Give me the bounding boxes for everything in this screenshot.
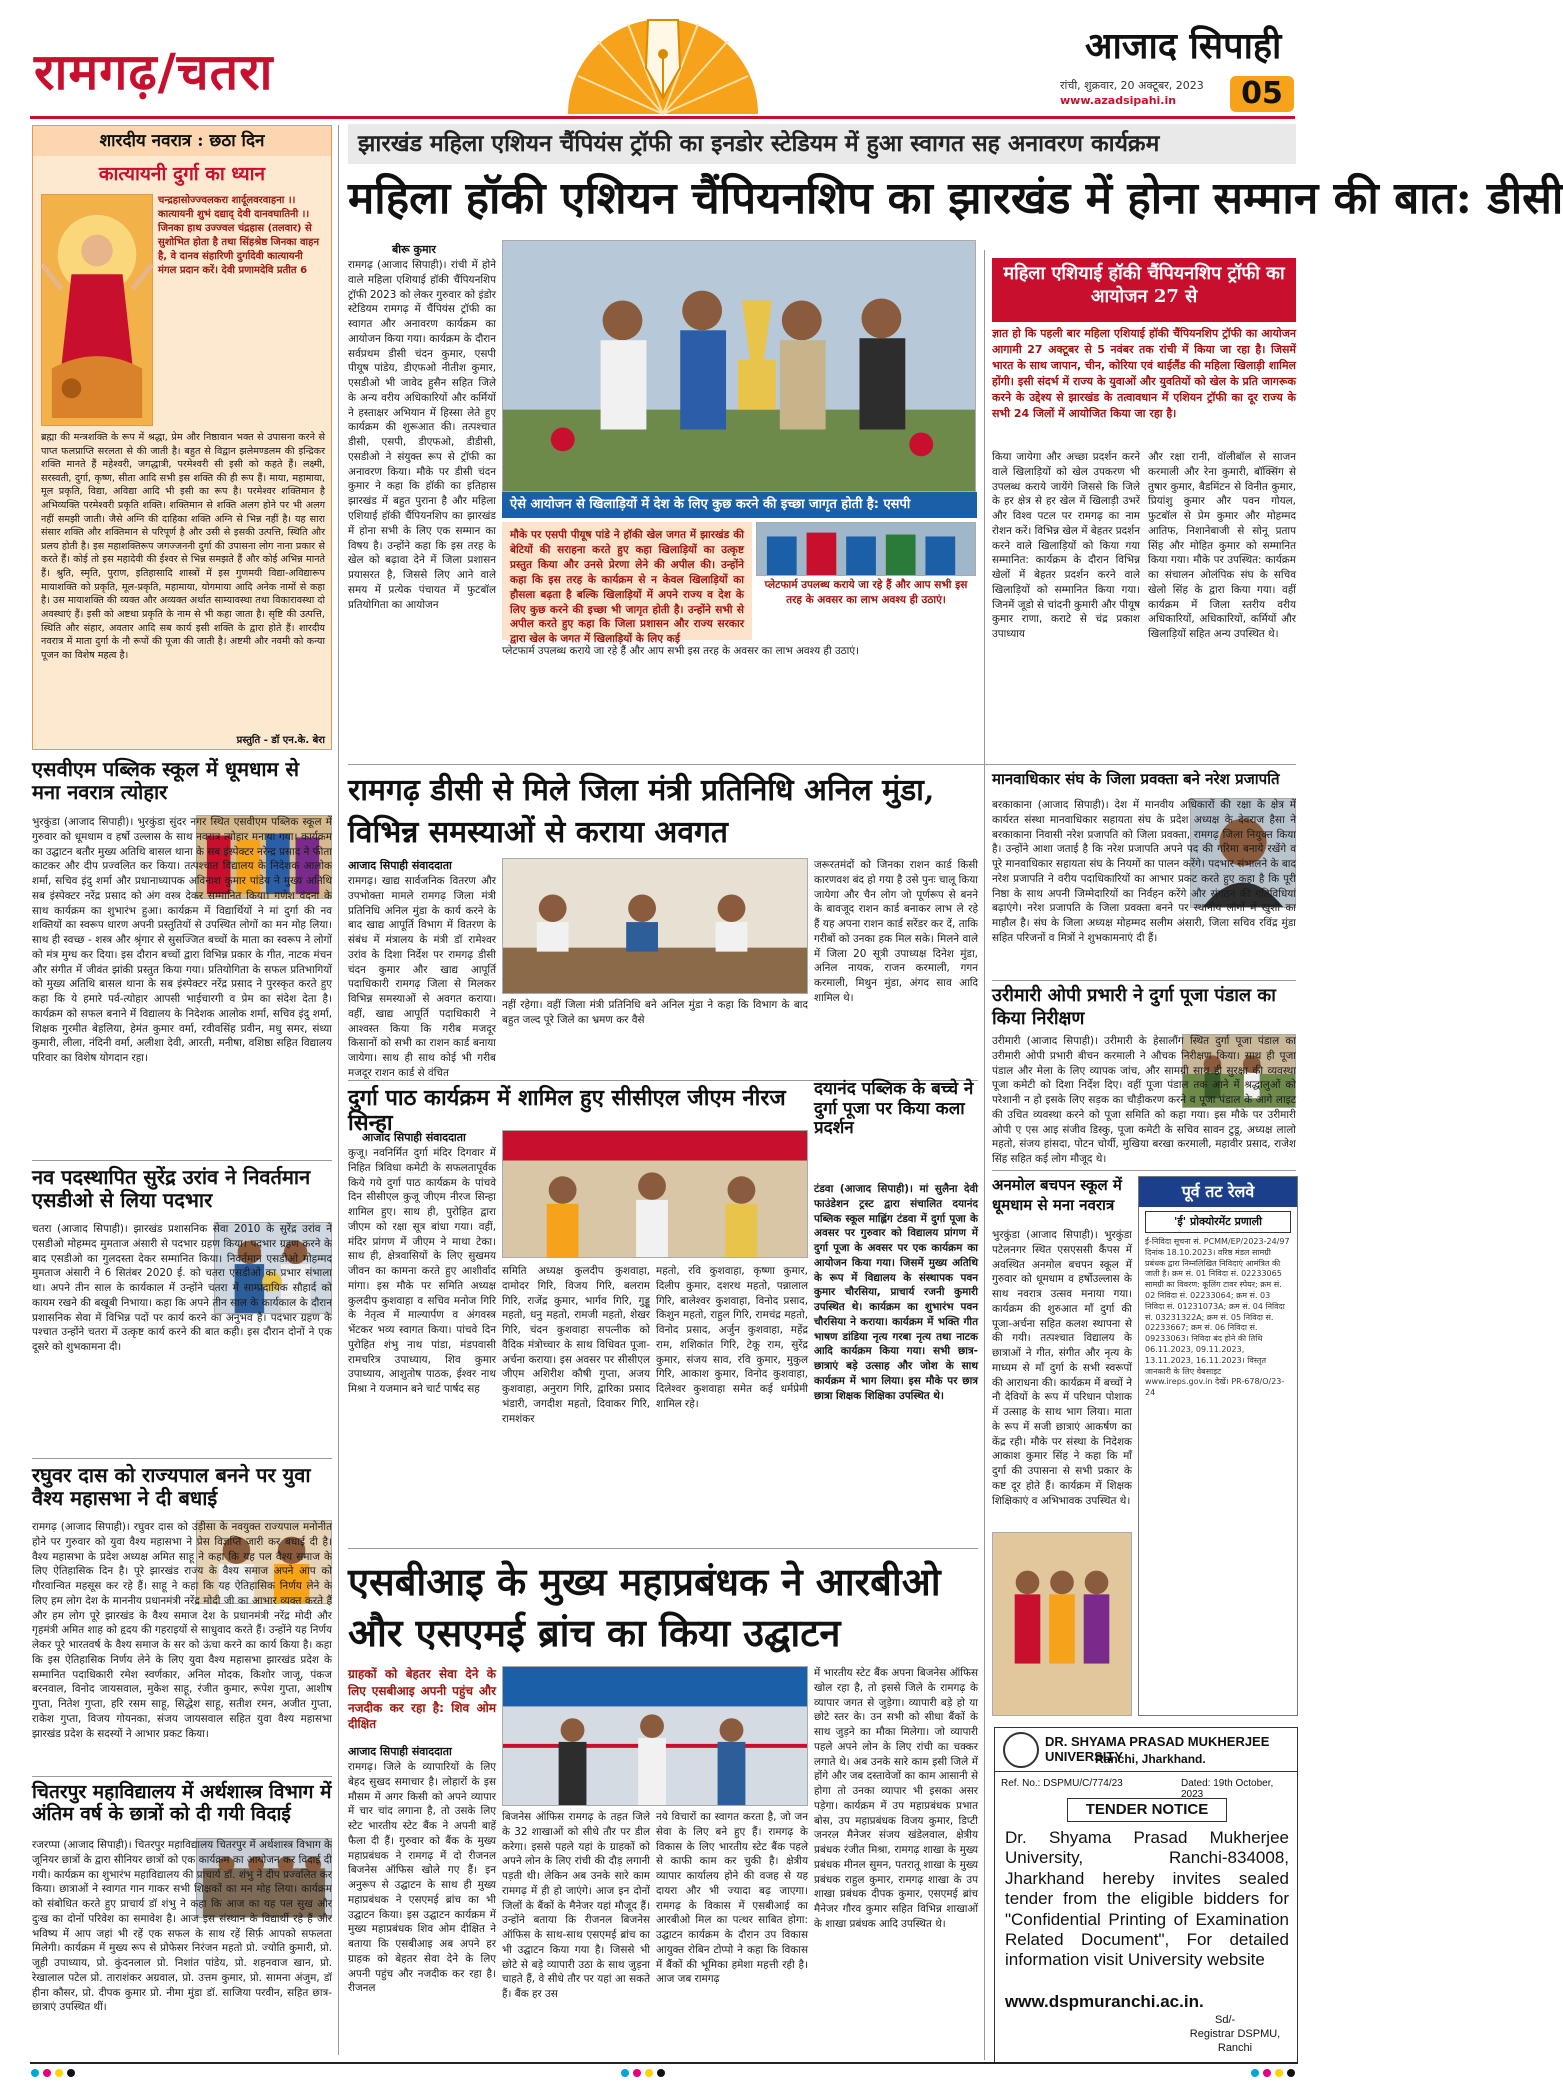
dc-meeting-photo [502,858,808,994]
sbi-body-1: रामगढ़। जिले के व्यापारियों के लिए बेहद सुखद समाचार है। लोहारों के इस मौसम में अगर किसी को अपने व्यापार में चार चांद लगाना है, तो उसके लिए स्टेट भारतीय स्टेट बैंक ने अपनी बाहें फैला दी हैं। गुरुवार को बैंक के मुख्य महाप्रबंधक ने रामगढ़ में दो रीजनल बिजनेस ऑफिस खोले गए हैं। इन अनुरूप से उद्घाटन के साथ ही मुख्य महाप्रबंधक ने एसएमई ब्रांच का भी उद्घाटन किया। इस उद्घाटन कार्यक्रम में मुख्य महाप्रबंधक शिव ओम दीक्षित ने बताया कि एसबीआइ अब अपने हर ग्राहक को बेहतर सेवा देने के लिए अपनी पहुंच और नजदीक कर रहा है। रीजनल [348,1761,496,1995]
naresh-body: बरकाकाना (आजाद सिपाही)। देश में मानवीय अधिकारों की रक्षा के क्षेत्र में कार्यरत संस्था मानवाधिकार सहायता संघ के प्रदेश अध्यक्ष के देवराज हैसा ने बरकाकाना निवासी नरेश प्रजापति को जिला प्रवक्ता, रामगढ़ जिला नियुक्त किया है। उन्होंने आशा जताई है कि नरेश प्रजापति अपने पद की गरिमा बनाये रखेंगे व पूरे मानवाधिकार सहायता संघ के नियमों का पालन करेंगे। पदभार संभालने के बाद नरेश प्रजापति ने वरीय पदाधिकारियों का आभार प्रकट करते हुए कहा है कि पूरी निष्ठा के साथ अपनी जिम्मेदारियों का निर्वहन करेंगे और संगठन की गतिविधियां बढ़ाएंगे। नरेश प्रजापति के जिला प्रवक्ता बनने पर स्थानीय लोगों में खुशी का माहौल है। संघ के जिला अध्यक्ष मोहम्मद सलीम अंसारी, जिला सचिव रविंद्र मुंडा सहित परिजनों व मित्रों ने शुभकामनाएं दी हैं। [992,799,1296,944]
tender-website-link[interactable]: www.dspmuranchi.ac.in. [1005,1992,1204,2011]
university-seal-icon [1003,1732,1039,1768]
railway-ad-subheading: 'ई' प्रोक्योरमेंट प्रणाली [1145,1211,1291,1233]
dspmu-tender-notice [994,1727,1298,2063]
lead-photo-caption: ऐसे आयोजन से खिलाड़ियों में देश के लिए कुछ करने की इच्छा जागृत होती है: एसपी [502,492,977,518]
navratri-heading: शारदीय नवरात्र : छठा दिन [33,126,331,156]
chitarpur-headline: चितरपुर महाविद्यालय में अर्थशास्त्र विभाग में अंतिम वर्ष के छात्रों को दी गयी विदाई [32,1781,332,1825]
raghubar-headline: रघुवर दास को राज्यपाल बनने पर युवा वैश्य महासभा ने दी बधाई [32,1463,311,1510]
tender-title: TENDER NOTICE [1067,1798,1227,1822]
tender-signature: Sd/- [1215,2014,1236,2026]
footer-rule [30,2062,1298,2064]
tender-date: Dated: 19th October, 2023 [1181,1778,1274,1800]
durga-body-1: कुजू। नवनिर्मित दुर्गा मंदिर दिगवार में निहित त्रिविधा कमेटी के सफलतापूर्वक किये गये दुर्गा पाठ कार्यक्रम के पांचवे दिन सीसीएल कुजू जीएम नीरज सिन्हा शामिल हुए। साथ ही, पुरोहित द्वारा जीएम को रक्षा सूत्र बांधा गया। वहीं, मंदिर प्रांगण में जीएम ने माथा टेका। साथ ही, क्षेत्रवासियों के लिए सुखमय जीवन का कामना करते हुए आशीर्वाद मांगा। इस मौके पर समिति अध्यक्ष कुलदीप कुशवाहा व सचिव मनोज गिरि के नेतृत्व में माल्यार्पण व अंगवस्त्र भेंटकर भव्य स्वागत किया। पांचवे दिन पुरोहित शंभु नाथ पांडा, मंडपवासी रामचरित्र उपाध्याय, शिव कुमार उपाध्याय, आशुतोष पाठक, ईश्वर नाथ मिश्रा ने यजमान बने चार्ट पार्षद सह [348,1147,496,1396]
registration-marks-icon [620,2068,720,2078]
dateline: रांची, शुक्रवार, 20 अक्टूबर, 2023 [1060,79,1204,92]
section-rule [992,1170,1296,1171]
tender-registrar: Registrar DSPMU, Ranchi [1189,2028,1281,2054]
sp-quote-box: मौके पर एसपी पीयूष पांडे ने हॉकी खेल जगत में झारखंड की बेटियों की सराहना करते हुए कहा खिलाड़ियों का उत्कृष्ट प्रस्तुत किया और उनसे प्रेरणा लेने की अपील की। उन्होंने कहा कि इस तरह के कार्यक्रम से न केवल खिलाड़ियों का हौसला बढ़ता है बल्कि खिलाड़ियों में अपने राज्य व देश के लिए कुछ करने की इच्छा भी जागृत होती है। उन्होंने सभी से अपील करते हुए कहा कि जिला प्रशासन और राज्य सरकार द्वारा खेल के जगत में खिलाड़ियों के लिए कई [502,522,752,640]
durga-body-2: समिति अध्यक्ष कुलदीप कुशवाहा, दामोदर गिरि, विजय गिरि, बलराम गिरि, राजेंद्र कुमार, भार्गव गिरि, गुड्डू महतो, धनु महतो, रामजी महतो, शेखर गिरि, चंदन कुशवाहा सपत्नीक को वैदिक मंत्रोच्चार के साथ विधिवत पूजा-अर्चना कराया। इस अवसर पर सीसीएल जीएम अशिरीश कौषी गुप्ता, अजय कुशवाहा, अनुराग गिरि, द्वारिका प्रसाद भंडारी, जगदीश महतो, दिवाकर गिरि, रामशंकर [502,1265,650,1425]
column-rule [338,125,339,2055]
anil-body-mid: नहीं रहेगा। वहीं जिला मंत्री प्रतिनिधि बने अनिल मुंडा ने कहा कि विभाग के बाद बहुत जल्द पूरे जिले का भ्रमण कर वैसे [502,999,808,1026]
section-rule [348,1548,978,1549]
surendra-body: चतरा (आजाद सिपाही)। झारखंड प्रशासनिक सेवा 2010 के सुरेंद्र उरांव ने एसडीओ मोहम्मद मुमताज अंसारी से पदभार ग्रहण किया। पदभार ग्रहण करने के बाद एसडीओ का गुलदस्ता देकर सम्मानित किया। निवर्तमान एसडीओ मोहम्मद मुमताज अंसारी ने 6 सितंबर 2020 ई. को चतरा एसडीओ का प्रभार संभाला था। अपने तीन साल के कार्यकाल में उन्होंने चतरा में साम्प्रदायिक सौहार्द को कायम रखने की बखूबी निभाया। कहा कि अपने तीन साल के कार्यकाल के दौरान प्रशासनिक सेवा में विभिन्न पदों पर कार्य करने का अनुभव है। पदभार ग्रहण के पश्चात उन्होंने चतरा में उत्कृष्ट कार्य करने की बात कही। इस दौरान दोनों ने एक दूसरे को शुभकामना दी। [32,1223,332,1354]
tender-university-name: DR. SHYAMA PRASAD MUKHERJEE UNIVERSITY [1045,1734,1270,1764]
section-rule [32,1160,332,1161]
railway-ad-body: ई-निविदा सूचना सं. PCMM/EP/2023-24/97 दिनांक 18.10.2023। वरिष्ठ मंडल सामग्री प्रबंधक द्वारा निम्नलिखित निविदाएं आमंत्रित की जाती है। क्रम सं. 01 निविदा सं. 02233065 सामग्री का विवरण: कूलिंग टावर स्पेयर; क्रम सं. 02 निविदा सं. 02233064; क्रम सं. 03 निविदा सं. 01231073A; क्रम सं. 04 निविदा सं. 03231322A; क्रम सं. 05 निविदा सं. 02233667; क्रम सं. 06 निविदा सं. 09233063। निविदा बंद होने की तिथि 06.11.2023, 09.11.2023, 13.11.2023, 16.11.2023। विस्तृत जानकारी के लिए वेबसाइट www.ireps.gov.in देखें। PR-678/O/23-24 [1145,1237,1290,1398]
section-rule [992,980,1296,981]
section-rule [32,1458,332,1459]
newspaper-name: आजाद सिपाही [1085,25,1282,67]
hockey-players-photo [756,522,976,576]
sbi-quote: ग्राहकों को बेहतर सेवा देने के लिए एसबीआइ अपनी पहुंच और नजदीक कर रहा है: शिव ओम दीक्षित [348,1667,496,1732]
trophy-unveiling-photo [502,240,976,492]
durga-byline: आजाद सिपाही संवाददाता [362,1131,466,1144]
hockey-side-body-1: किया जायेगा और अच्छा प्रदर्शन करने वाले खिलाड़ियों को खेल उपकरण भी उपलब्ध कराये जायेंगे जिससे कि जिले के हर क्षेत्र से हर खेल में खिलाड़ी उभरें और विश्व पटल पर रामगढ़ का नाम रोशन करें। विभिन्न खेल में बेहतर प्रदर्शन करने वाले खिलाड़ियों को किया गया सम्मानित: कार्यक्रम के दौरान विभिन्न खेलों में बेहतर प्रदर्शन करने वाले खिलाड़ियों को सम्मानित किया गया। जिनमें जूडो से चांदनी कुमारी और पीयूष कुमार राणा, कराटे से चंद्र प्रकाश उपाध्याय [992,451,1140,641]
lead-body-continued [502,644,976,760]
anil-headline: रामगढ़ डीसी से मिले जिला मंत्री प्रतिनिधि अनिल मुंडा, विभिन्न समस्याओं से कराया अवगत [348,773,935,850]
sbi-inauguration-photo [502,1666,808,1806]
masthead-rule [30,116,1295,119]
sbi-byline: आजाद सिपाही संवाददाता [348,1745,452,1758]
anil-byline: आजाद सिपाही संवाददाता [348,859,452,872]
section-rule [32,1776,332,1777]
lead-byline: बीरू कुमार [392,243,436,256]
masthead [0,0,1325,118]
tender-ref-no: Ref. No.: DSPMU/C/774/23 [1001,1778,1123,1789]
tender-header [995,1728,1297,1772]
naresh-headline: मानवाधिकार संघ के जिला प्रवक्ता बने नरेश प्रजापति [992,770,1280,788]
svm-headline: एसवीएम पब्लिक स्कूल में धूमधाम से मना नवरात्र त्योहार [32,757,299,804]
sbi-headline: एसबीआइ के मुख्य महाप्रबंधक ने आरबीओ और एसएमई ब्रांच का किया उद्घाटन [348,1559,941,1656]
dayanand-body: टंडवा (आजाद सिपाही)। मां सुलैना देवी फाउंडेशन ट्रस्ट द्वारा संचालित दयानंद पब्लिक स्कूल माह्लिंग टंडवा में दुर्गा पूजा के अवसर पर गुरुवार को विद्यालय प्रांगण में दुर्गा पूजा के अवसर पर एक कार्यक्रम का आयोजन किया गया। जिसमें मुख्य अतिथि के रूप में विद्यालय के संस्थापक पवन कुमार चौरसिया, प्राचार्य रजनी कुमारी उपस्थित थे। कार्यक्रम का शुभारंभ पवन चौरसिया ने कराया। कार्यक्रम में भक्ति गीत भाषण डांडिया नृत्य गरबा नृत्य तथा नाटक आदि कार्यक्रम किया गया। सभी छात्र-छात्राएं बड़े उत्साह और जोश के साथ कार्यक्रम में भाग लिया। इस मौके पर छात्र छात्रा शिक्षक शिक्षिका उपस्थित थे। [814,1183,978,1402]
navratri-body: ब्रह्मा की मन्त्रशक्ति के रूप में श्रद्धा, प्रेम और निष्ठावान भक्त से उपासना करने से पाप्त फलप्राप्ति सरलता से की जाती है। बहुत से विद्वान झलेमण्डलम की इन्द्रिकर शक्ति मानते हैं महेश्वरी, जगद्धात्री, परमेश्वरी सी इसी को कहते हैं। लक्ष्मी, सरस्वती, दुर्गा, कृष्ण, सीता आदि सभी इस शक्ति की ही रूप हैं। माया, महामाया, मूल प्रकृति, विद्या, अविद्या आदि भी इसी का रूप है। परमेश्वर शक्तिमान है अभिव्यक्ति परमेश्वरी प्रकृति शक्ति। शक्तिमान से शक्ति अलग होने पर भी अलग नहीं समझी जाती। जैसे अग्नि की दाहिका शक्ति अग्नि से भिन्न नहीं है। यह सारा संसार शक्ति और शक्तिमान से परिपूर्ण है और उसी से इसकी उत्पत्ति, स्थिति और प्रलय होती है। इस महाशक्तिरूप जगज्जननी दुर्गा की उपासना लोग नाना प्रकार से करते हैं। कोई तो इस महादेवी की ईश्वर से भिन्न समझते हैं और कोई अभिन्न मानते हैं। श्रुति, स्मृति, पुराण, इतिहासादि शास्त्रों में इस गुणमयी विद्या-अविद्यारूप मायाशक्ति को प्रकृति, मूल-प्रकृति, महामाया, योगमाया आदि अनेक नामों से कहा है। उस मायाशक्ति की व्यक्त और अव्यक्त अर्थात साम्यावस्था तथा विकारावस्था दो अवस्थाएं हैं। इसी को अष्टधा प्रकृति के नाम से भी कहा जाता है। सृष्टि की उत्पत्ति, स्थिति और संहार, अवतार आदि सब कार्य इसी शक्ति के द्वारा होते हैं। शारदीय नवरात्र में माता दुर्गा के नौ रूपों की पूजा की जाती है। अष्टमी और नवमी को कन्या पूजन का विशेष महत्व है। [41,432,325,661]
goddess-durga-image [41,194,153,426]
page-number: 05 [1230,76,1294,112]
registration-marks-icon [30,2068,130,2078]
surendra-headline: नव पदस्थापित सुरेंद्र उरांव ने निवर्तमान एसडीओ से लिया पदभार [32,1165,311,1212]
raghubar-body: रामगढ़ (आजाद सिपाही)। रघुवर दास को उड़ीसा के नवयुक्त राज्यपाल मनोनीत होने पर गुरुवार को युवा वैश्य महासभा ने प्रेस विज्ञप्ति जारी कर बधाई दी है। वैश्य महासभा के प्रदेश अध्यक्ष अमित साहू ने कहा कि यह पल वैश्य समाज के लिए ऐतिहासिक दिन है। पूरे झारखंड राज्य के वैश्य समाज अपने आप को गौरवान्वित महसूस कर रहे हैं। साहू ने कहा कि यह ऐतिहासिक निर्णय लेने के लिए हम लोग देश के माननीय प्रधानमंत्री नरेंद्र मोदी जी का आभार व्यक्त करते हैं और हम लोग पूरे झारखंड के वैश्य समाज देश के प्रधानमंत्री नरेंद्र मोदी और गृहमंत्री अमित शाह को हृदय की गहराइयों से साधुवाद करते हैं। उन्होंने यह निर्णय लेकर पूरे भारतवर्ष के वैश्य समाज के सर को ऊंचा करने का कार्य किया है। कहा कि इस ऐतिहासिक निर्णय लेने के लिए युवा वैश्य महासभा झारखंड प्रदेश के सम्मानित पदाधिकारी रमेश स्वर्णकार, अनिल मोदक, किशोर जाजू, पंकज बरनवाल, विनोद जायसवाल, मुकेश साहू, रंजीत कुमार, रूपेश गुप्ता, आशीष गुप्ता, नितेश गुप्ता, हरि रसम साहू, सिद्धेश साहू, सतीश रमन, अजीत गुप्ता, राकेश गुप्ता, विजय गोयनका, संजय जायसवाल सहित युवा वैश्य महासभा झारखंड प्रदेश के सदस्यों ने आभार प्रकट किया। [32,1521,332,1740]
svm-body: भुरकुंडा (आजाद सिपाही)। भुरकुंडा सुंदर नगर स्थित एसवीएम पब्लिक स्कूल में गुरुवार को धूमधाम व हर्षो उल्लास के साथ नवरात्र त्योहार मनाया गया। कार्यक्रम का उद्घाटन बतौर मुख्य अतिथि बासल थाना के सब इंस्पेक्टर नरेन्द्र प्रसाद ने फीता काटकर और दीप प्रज्वलित कर किया। तत्पश्चात विद्यालय के निदेशक आलोक शर्मा, सचिव इंदु शर्मा और प्रधानाध्यापक अविनाश कुमार पांडेय ने मुख्य अतिथि सब इंस्पेक्टर नरेंद्र प्रसाद को अंग वस्त्र देकर सम्मानित किया। गणेश वंदना के साथ कार्यक्रम का शुभारंभ हुआ। कार्यक्रम में विद्यार्थियों ने मां दुर्गा की नव शक्तियों का स्वरूप धारण अपनी प्रस्तुतियों से उपस्थित लोगों का मन मोह लिया। साथ ही स्वच्छ - शस्त्र और श्रृंगार से सुसज्जित बच्चों के माता का स्वरूप ने लोगों को मंत्र मुग्ध कर दिया। इस दौरान बच्चों द्वारा विभिन्न प्रकार के गीत, नाटक मंचन और संगीत में जीवंत झांकी प्रस्तुत किया गया। प्रतियोगिता के सफल प्रतिभागियों को मुख्य अतिथि बासल थाना के सब इंस्पेक्टर नरेंद्र प्रसाद ने पुरस्कृत करते हुए कहा कि ये हमारे पर्व-त्योहार आपसी भाईचारगी व प्रेम का संदेश देता है। कार्यक्रम को सफल बनाने में विद्यालय के निदेशक आलोक शर्मा, सचिव इंदु शर्मा, शिक्षक गुरमीत बेहलिया, हेमंत कुमार वर्मा, रवीवसिंह प्रवीन, मधु समर, संध्या कुमारी, लीला, नंदिनी वर्मा, अलीशा देवी, आरती, मनीषा, वशिष्ठा सहित विद्यालय परिवार का विशेष योगदान रहा। [32,816,332,1065]
players-photo-caption: प्लेटफार्म उपलब्ध कराये जा रहे हैं और आप सभी इस तरह के अवसर का लाभ अवश्य ही उठाएं। [764,579,968,606]
section-title: रामगढ़/चतरा [34,42,274,101]
navratri-feature-box [32,125,332,750]
durga-body-3: महतो, रवि कुशवाहा, कृष्णा कुमार, दिलीप कुमार, दशरथ महतो, पन्नालाल गिरि, बालेश्वर कुशवाहा, विनोद प्रसाद, किशुन महतो, राहुल गिरि, रामचंद्र महतो, विनोद प्रसाद, अर्जुन कुशवाहा, महेंद्र राम, शशिकांत गिरि, टेकू राम, सुरेंद्र कुमार, संजय साव, रवि कुमार, मुकुल गिरि, आकाश कुमार, विनोद कुशवाहा, दिलेश्वर कुशवाहा समेत कई धर्मप्रेमी शामिल रहे। [656,1265,808,1410]
sbi-body-4: में भारतीय स्टेट बैंक अपना बिजनेस ऑफिस खोल रहा है, तो इससे जिले के रामगढ़ के व्यापार जगत से जुड़ेगा। व्यापारी बड़े हो या छोटे स्तर के। उन सभी को सीधा बैंकों के साथ जुड़ने का मौका मिलेगा। जो व्यापारी पहले अपने लोन के लिए रांची का चक्कर लगाते थे। अब उनके सारे काम इसी जिले में होंगे और जब दस्तावेजों का काम आसानी से होगा तो उनका व्यापार भी इसका असर पड़ेगा। कार्यक्रम में उप महाप्रबंधक प्रभात बोस, उप महाप्रबंधक विजय कुमार, डिप्टी जनरल मैनेजर संजय खंडेलवाल, क्षेत्रीय प्रबंधक रंजीत मिश्रा, रामगढ़ शाखा के मुख्य प्रबंधक मीनल सुमन, पतरातू शाखा के मुख्य प्रबंधक राहुल कुमार, रामगढ़ शाखा के उप शाखा प्रबंधक दीपक कुमार, एसएमई ब्रांच मैनेजर गौरव कुमार सहित विभिन्न शाखाओं के शाखा प्रबंधक आदि उपस्थित थे। [814,1667,978,1931]
chitarpur-body: रजरप्पा (आजाद सिपाही)। चितरपुर महाविद्यालय चितरपुर में अर्थशास्त्र विभाग के जूनियर छात्रों के द्वारा सीनियर छात्रों को एक कार्यक्रम का आयोजन कर विदाई दी गयी। कार्यक्रम का शुभारंभ महाविद्यालय की प्राचार्य डॉ. शंभु ने दीप प्रज्वलित कर किया। छात्राओं ने स्वागत गान गाकर सभी शिक्षकों का मन मोह लिया। कार्यक्रम को संबोधित करते हुए प्राचार्य डॉ शंभु ने कहा कि आज का यह पल सुख और दुःख का दोनों परिवेश का समावेश है। आज इस संस्थान के विद्यार्थी रहे हैं और भविष्य में आप जहां भी रहें एक सफल के साथ रहें सिर्फ़ आपको सफलता मिलेगी। कार्यक्रम में मुख्य रूप से प्रोफेसर निरंजन महतो प्रो. ज्योति कुमारी, प्रो. जूही उपाध्याय, प्रो. कुंदनलाल प्रो. निशांत पांडेय, प्रो. शहनवाज खान, प्रो. रेखालाल पटेल प्रो. ताराशंकर अग्रवाल, प्रो. उत्तम कुमार, प्रो. सामना अंजुम, डॉ हीना कौसर, प्रो. दीपक कुमार प्रो. नीमा मुंडा डॉ. साजिया परवीन, सहित छात्र-छात्राएं उपस्थित थीं। [32,1839,332,2014]
navratri-subheading: कात्यायनी दुर्गा का ध्यान [98,163,266,185]
sbi-body-3: नये विचारों का स्वागत करता है, जो जन सेवा के लिए बने हुए हैं। रामगढ़ के विकास के लिए भारतीय स्टेट बैंक पहले से काफी काम कर चुकी है। क्षेत्रीय व्यापार कार्यालय होने की वजह से यह दायरा और भी ज्यादा बढ़ जाएगा। रामगढ़ के विकास में एसबीआई का आरबीओ मिल का पत्थर साबित होगा: उद्घाटन कार्यक्रम के दौरान उप विकास आयुक्त रोबिन टोप्पो ने कहा कि विकास में बैंकों की भूमिका हमेशा महत्ती रही है। आज जब रामगढ़ [656,1811,808,1986]
navratri-mantra: चन्द्रहासोज्ज्वलकरा शार्दूलवरवाहना ।। कात्यायनी शुभं दद्याद् देवी दानवघातिनी ।। जिनका हाथ उज्ज्वल चंद्रहास (तलवार) से सुशोभित होता है तथा सिंहश्रेष्ठ जिनका वाहन है, वे दानव संहारिणी दुर्गादेवी कात्यायनी मंगल प्रदान करें। देवी प्रणामदेवि प्रतीत 6 [158,195,320,276]
hockey-side-body-2: और रक्षा रानी, वॉलीबॉल से साजन करमाली और रेना कुमारी, बॉक्सिंग से तुषार कुमार, बैडमिंटन से विनीत कुमार, प्रियांशु कुमार और पवन गोयल, फुटबॉल से प्रेम कुमार और मोहम्मद आतिफ, निशानेबाजी से सोनू प्रताप सिंह और मोहित कुमार को सम्मानित किया गया। मौके पर उपस्थित: कार्यक्रम का संचालन ओलंपिक संघ के सचिव खेलो सिंह के द्वारा किया गया। वहीं कार्यक्रम में जिला स्तरीय वरीय अधिकारियों, अधिकारियों, कर्मियों और खिलाड़ियों सहित अन्य उपस्थित थे। [1148,451,1296,641]
lead-headline: महिला हॉकी एशियन चैंपियनशिप का झारखंड में होना सम्मान की बात: डीसी [348,173,1563,224]
railway-tender-ad [1138,1176,1298,1716]
registration-marks-icon [1200,2068,1300,2078]
dayanand-headline: दयानंद पब्लिक के बच्चे ने दुर्गा पूजा पर किया कला प्रदर्शन [814,1079,974,1139]
website-link[interactable]: www.azadsipahi.in [1060,94,1177,107]
section-rule [348,764,1296,765]
anil-body-2: जरूरतमंदों को जिनका राशन कार्ड किसी कारणवश बंद हो गया है उसे पुनः चालू किया जायेगा और चैन लोग जो पूर्णरूप से बनने के बावजूद राशन कार्ड बनाकर लाभ ले रहे हैं यह अपना राशन कार्ड सरेंडर कर दें, ताकि गरीबों को उनका हक मिल सके। मिलने वाले में जिला 20 सूत्री उपाध्यक्ष दिनेश मुंडा, अनिल नायक, राजन करमाली, गगन करमाली, मिथुन मुंडा, अंगद साव आदि शामिल थे। [814,859,978,1004]
tender-city: Ranchi, Jharkhand. [1095,1752,1206,1766]
railway-ad-heading: पूर्व तट रेलवे [1139,1177,1297,1207]
urimari-body: उरीमारी (आजाद सिपाही)। उरीमारी के हेसालौंग स्थित दुर्गा पूजा पंडाल का उरीमारी ओपी प्रभारी बीचन करमाली ने औचक निरीक्षण किया। साथ ही पूजा पंडाल और मेला के लिए व्यापक जांच, और सामग्री साथ ही सुरक्षा की व्यवस्था पूजा कमेटी को दिशा निर्देश दिए। वहीं पूजा पंडाल तक आने में श्रद्धालुओं को परेशानी न हो इसके लिए सड़क का चौड़ीकरण करने व पूजा पंडाल के आगे लाइट की उचित व्यवस्था करने को पूजा समिति को कहा गया। इस मौके पर उरीमारी ओपी ए एस आइ संजीव डिस्कु, पूजा कमेटी के सचिव सावन टुडू, अध्यक्ष लालो महतो, संजय हांसदा, पोटन चोर्यी, मुखिया बरखा करमाली, महावीर प्रसाद, राजेश सिंह सहित कई लोग मौजूद थे। [992,1035,1296,1166]
hockey-side-lead: ज्ञात हो कि पहली बार महिला एशियाई हॉकी चैंपियनशिप ट्रॉफी का आयोजन आगामी 27 अक्टूबर से 5 नवंबर तक रांची में किया जा रहा है। जिसमें भारत के साथ जापान, चीन, कोरिया एवं थाईलैंड की महिला खिलाड़ी शामिल होंगी। इसी संदर्भ में राज्य के युवाओं और युवतियों को खेल के प्रति जागरूक करने के उद्देश्य से झारखंड के तत्वावधान में एशियन ट्रॉफी का दूर राज्य के सभी 24 जिलों में आयोजित किया जा रहा है। [992,327,1296,420]
lead-body: रामगढ़ (आजाद सिपाही)। रांची में होने वाले महिला एशियाई हॉकी चैंपियनशिप ट्रॉफी 2023 को लेकर गुरुवार को इंडोर स्टेडियम रामगढ़ में चैंपियंस ट्रॉफी का स्वागत और अनावरण कार्यक्रम का आयोजन किया गया। कार्यक्रम के दौरान सर्वप्रथम डीसी चंदन कुमार, एसपी पीयूष पांडेय, डीएफओ नीतीश कुमार, एसडीओ भी जावेद हुसैन सहित जिले के अन्य वरीय अधिकारियों और कर्मियों ने हस्ताक्षर अभियान में हिस्सा लेते हुए कार्यक्रम की शुरूआत की। तत्पश्चात डीसी, एसपी, डीएफओ, डीडीसी, एसडीओ ने संयुक्त रूप से ट्रॉफी का अनावरण किया। मौके पर डीसी चंदन कुमार ने कहा कि हॉकी का इतिहास झारखंड में बहुत पुराना है और महिला एशियाई हॉकी चैंपियनशिप का झारखंड में होना सभी के लिए एक सम्मान का विषय है। उन्होंने कहा कि इस तरह के खेल को बढ़ावा देने में जिला प्रशासन प्रयासरत है, जिससे लिए आने वाले समय में प्रत्येक पंचायत में फुटबॉल प्रतियोगिता का आयोजन [348,259,496,611]
anmol-school-photo [992,1532,1132,1716]
lead-quote-continued: प्लेटफार्म उपलब्ध कराये जा रहे हैं और आप सभी इस तरह के अवसर का लाभ अवश्य ही उठाएं। [502,645,860,657]
anmol-body: भुरकुंडा (आजाद सिपाही)। भुरकुंडा पटेलनगर स्थित एसएससी कैंपस में अवस्थित अनमोल बचपन स्कूल में गुरुवार को धूमधाम व हर्षोउल्लास के साथ नवरात्र उत्सव मनाया गया। कार्यक्रम की शुरुआत माँ दुर्गा की पूजा-अर्चना सहित कलश स्थापना से की गयी। तत्पश्चात विद्यालय के छात्राओं ने गीत, संगीत और नृत्य के माध्यम से माँ दुर्गा के सभी स्वरूपों की आराधना की। कार्यक्रम में बच्चों ने नौ देवियों के रूप में परिधान पोशाक में उत्साह के साथ भाग लिया। माता के रूप में सजी छात्राएं आकर्षण का केंद्र रही। मौके पर संस्था के निदेशक आकाश कुमार सिंह ने कहा कि माँ दुर्गा की उपासना से सभी प्रकार के कष्ट दूर होते हैं। कार्यक्रम में शिक्षक शिक्षिकाएं व अभिभावक उपस्थित थे। [992,1229,1132,1507]
durga-headline: दुर्गा पाठ कार्यक्रम में शामिल हुए सीसीएल जीएम नीरज सिन्हा [348,1085,786,1137]
navratri-credit: प्रस्तुति - डॉ एन.के. बेरा [236,735,325,746]
urimari-headline: उरीमारी ओपी प्रभारी ने दुर्गा पूजा पंडाल का किया निरीक्षण [992,985,1276,1030]
lead-kicker: झारखंड महिला एशियन चैंपियंस ट्रॉफी का इनडोर स्टेडियम में हुआ स्वागत सह अनावरण कार्यक्रम [348,124,1296,164]
hockey-side-heading: महिला एशियाई हॉकी चैंपियनशिप ट्रॉफी का आयोजन 27 से [992,258,1296,322]
column-rule [984,250,985,2060]
sbi-body-2: बिजनेस ऑफिस रामगढ़ के तहत जिले के 32 शाखाओं को सीधे तौर पर डील करेगा। इससे पहले यहां के ग्राहकों को अपने लोन के लिए रांची की दौड़ लगानी पड़ती थी। लेकिन अब उनके सारे काम रामगढ़ में ही हो जाएंगे। आज इन दोनों जिलों के बैंकों के मैनेजर यहां मौजूद हैं। उन्होंने बताया कि रीजनल बिजनेस ऑफिस के साथ-साथ एसएमई ब्रांच का भी उद्घाटन किया गया है। जिससे भी छोटे से बड़े व्यापारी उठा के साथ जुड़ना चाहते हैं, वे सीधे तौर पर यहां आ सकते हैं। बैंक हर उस [502,1811,650,2001]
durga-path-photo [502,1130,808,1258]
pen-nib-sunrise-logo [568,6,758,114]
anmol-headline: अनमोल बचपन स्कूल में धूमधाम से मना नवरात्र [992,1176,1122,1214]
tender-body: Dr. Shyama Prasad Mukherjee University, Ranchi-834008, Jharkhand hereby invites sealed tender from the eligible bidders for "Confidential Printing of Examination Related Document", For detailed information visit University website [1005,1828,1289,1970]
anil-body-1: रामगढ़। खाद्य सार्वजनिक वितरण और उपभोक्ता मामले रामगढ़ जिला मंत्री प्रतिनिधि अनिल मुंडा के कार्य करने के बाद खाद्य आपूर्ति विभाग में वितरण के संबंध में मंत्रालय के मंत्री डॉ रामेश्वर उरांव के दिशा निर्देश पर रामगढ़ डीसी चंदन कुमार और खाद्य आपूर्ति पदाधिकारी रामगढ़ जिला से मिलकर विभिन्न समस्याओं से अवगत कराया। वहीं, खाद्य आपूर्ति पदाधिकारी ने आश्वस्त किया कि गरीब मजदूर किसानों को सभी का राशन कार्ड बनाया जायेगा। साथ ही साथ कोई भी गरीब मजदूर राशन कार्ड से वंचित [348,875,496,1079]
